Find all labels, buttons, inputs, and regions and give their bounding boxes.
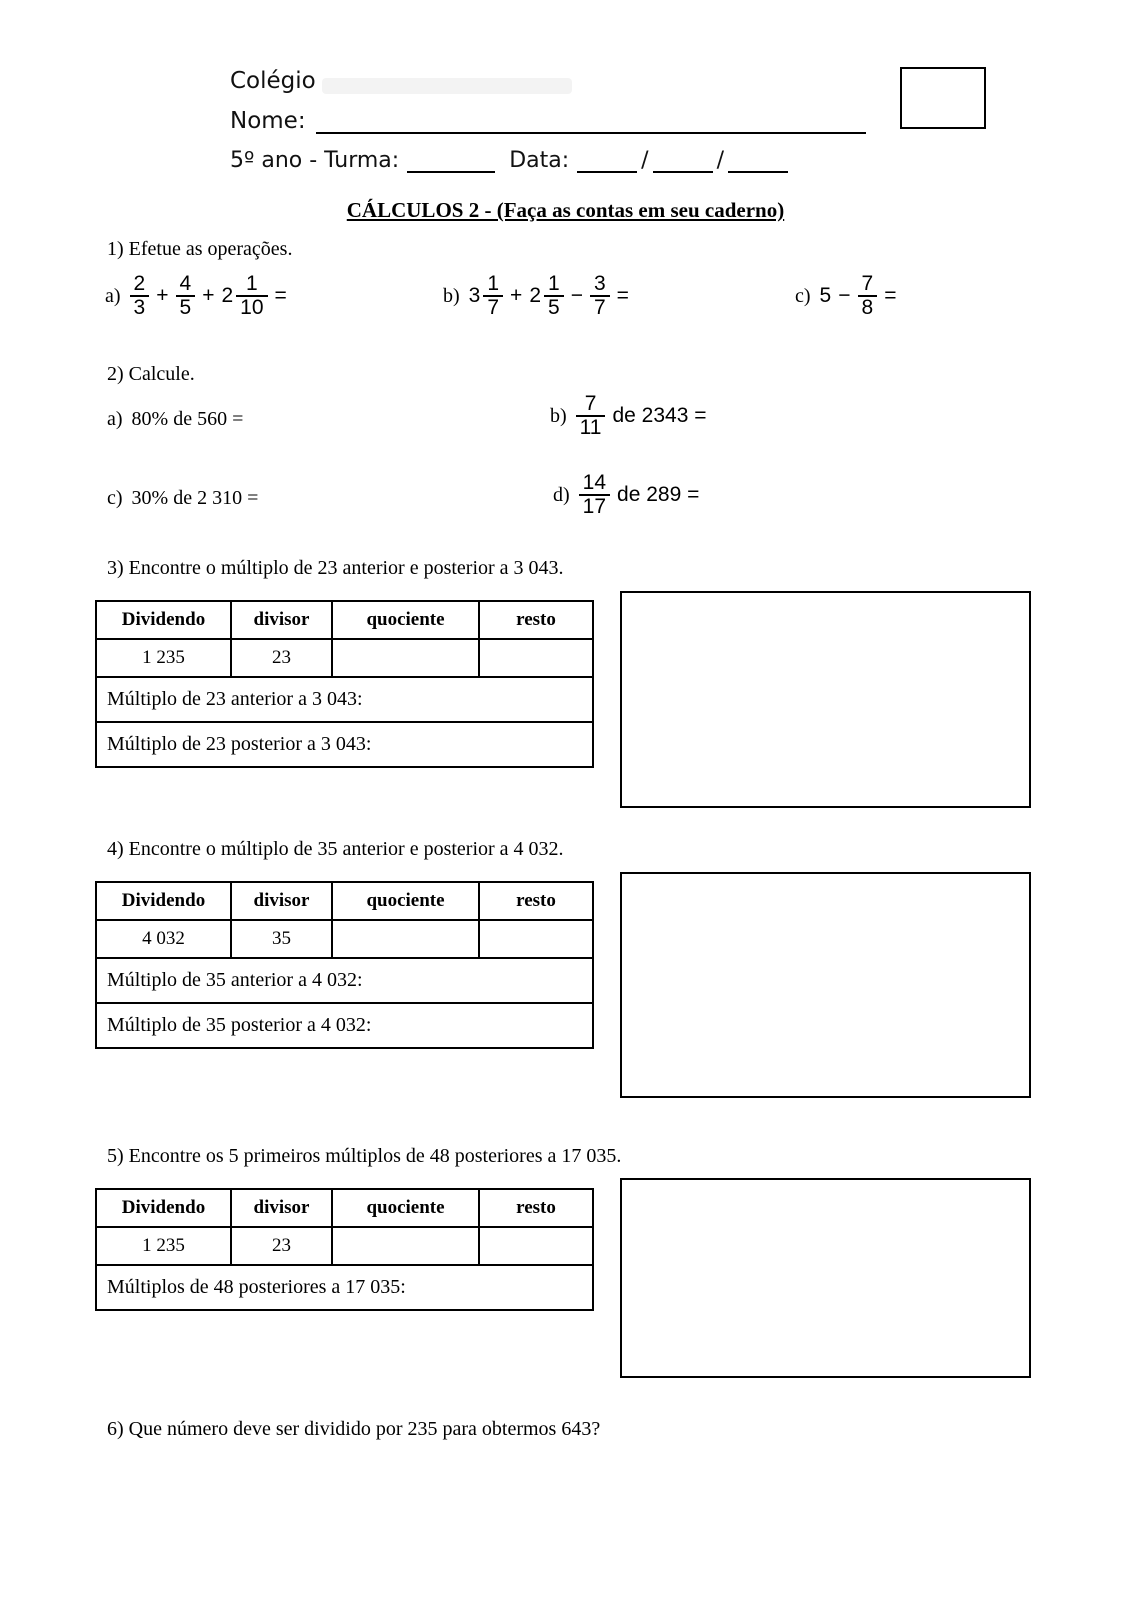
table-data-row [96,639,593,677]
item-text: 80% de 560 = [131,408,244,430]
cell-resto [479,639,593,677]
date-label: Data: [509,148,570,173]
header-quociente: quociente [332,1189,479,1227]
q4-prompt: 4) Encontre o múltiplo de 35 anterior e posterior a 4 032. [107,838,564,860]
redacted-school-name [322,78,572,94]
table-data-row [96,1227,593,1265]
item-label: a) [107,408,123,430]
q2-item-b [550,393,707,439]
cell-divisor: 35 [231,920,332,958]
cell-resto [479,1227,593,1265]
multiple-posterior-label: Múltiplo de 35 posterior a 4 032: [96,1003,593,1048]
header-quociente: quociente [332,601,479,639]
q1-item-a [105,273,287,319]
header-quociente: quociente [332,882,479,920]
table-note-row [96,722,593,767]
header-resto: resto [479,1189,593,1227]
math-expression: 3 $\frac{1}{7}$ + 2 $\frac{1}{5}$ − $\frac{3}{7}$ = [468,272,629,320]
q5-division-table [95,1188,594,1311]
school-label: Colégio [230,68,316,94]
table-header-row [96,1189,593,1227]
multiple-anterior-label: Múltiplo de 23 anterior a 3 043: [96,677,593,722]
q3-work-box [620,591,1031,808]
page-title: CÁLCULOS 2 - (Faça as contas em seu caderno) [346,198,785,222]
cell-dividendo: 1 235 [96,1227,231,1265]
math-expression: $\frac{2}{3}$ + $\frac{4}{5}$ + 2 $\frac{1}{10}$ = [130,273,287,319]
multiple-posterior-label: Múltiplo de 23 posterior a 3 043: [96,722,593,767]
q1-item-b [443,273,629,319]
multiples-posteriores-label: Múltiplos de 48 posteriores a 17 035: [96,1265,593,1310]
table-header-row [96,601,593,639]
header-divisor: divisor [231,601,332,639]
cell-quociente [332,639,479,677]
item-label: b) [443,284,460,307]
table-header-row [96,882,593,920]
math-expression: $\frac{7}{11}$ de 2343 = [576,393,707,439]
q3-prompt: 3) Encontre o múltiplo de 23 anterior e posterior a 3 043. [107,557,564,579]
date-day-blank [577,149,637,173]
header-divisor: divisor [231,882,332,920]
math-expression: $\frac{14}{17}$ de 289 = [579,472,700,518]
q5-work-box [620,1178,1031,1378]
turma-blank-line [407,149,495,173]
cell-dividendo: 4 032 [96,920,231,958]
q2-item-d [553,472,699,518]
q6-prompt: 6) Que número deve ser dividido por 235 para obtermos 643? [107,1418,601,1440]
q2-prompt: 2) Calcule. [107,363,195,385]
q2-item-a [107,408,243,431]
corner-grade-box [900,67,986,129]
name-label: Nome: [230,108,306,134]
header-dividendo: Dividendo [96,601,231,639]
item-label: a) [105,284,121,307]
header-dividendo: Dividendo [96,1189,231,1227]
q1-item-c [795,273,896,319]
item-text: 30% de 2 310 = [131,487,259,509]
item-label: b) [550,404,567,427]
header-resto: resto [479,882,593,920]
q2-item-c [107,487,258,510]
header-resto: resto [479,601,593,639]
cell-dividendo: 1 235 [96,639,231,677]
item-label: d) [553,483,570,506]
cell-resto [479,920,593,958]
grade-date-line [230,148,788,173]
item-label: c) [107,487,123,509]
cell-quociente [332,920,479,958]
math-expression: 5 − $\frac{7}{8}$ = [819,272,897,320]
q5-prompt: 5) Encontre os 5 primeiros múltiplos de 48 posteriores a 17 035. [107,1145,622,1167]
cell-divisor: 23 [231,1227,332,1265]
table-note-row [96,1003,593,1048]
name-line [230,108,866,134]
date-month-blank [653,149,713,173]
header-divisor: divisor [231,1189,332,1227]
grade-label: 5º ano - Turma: [230,148,400,173]
date-year-blank [728,149,788,173]
q3-division-table [95,600,594,768]
multiple-anterior-label: Múltiplo de 35 anterior a 4 032: [96,958,593,1003]
table-note-row [96,677,593,722]
date-separator-1: / [641,148,649,173]
name-blank-line [316,110,866,134]
date-separator-2: / [716,148,724,173]
table-note-row [96,1265,593,1310]
title-row [0,198,1131,223]
table-data-row [96,920,593,958]
item-label: c) [795,284,811,307]
table-note-row [96,958,593,1003]
cell-quociente [332,1227,479,1265]
q1-prompt: 1) Efetue as operações. [107,238,293,260]
q4-work-box [620,872,1031,1098]
header-dividendo: Dividendo [96,882,231,920]
q4-division-table [95,881,594,1049]
cell-divisor: 23 [231,639,332,677]
